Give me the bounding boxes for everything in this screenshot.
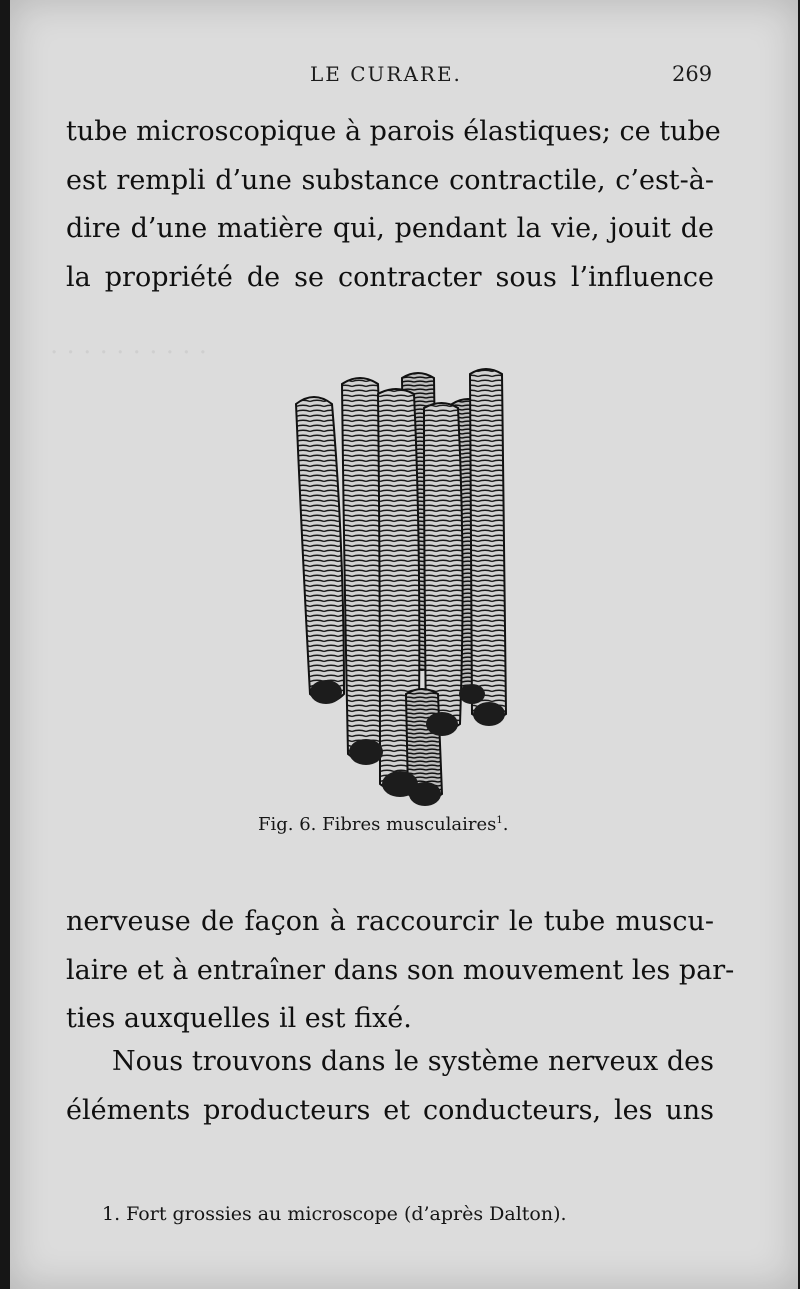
footnote-reference: 1: [496, 815, 503, 826]
show-through-text: . . . . . . . . . .: [50, 330, 208, 360]
caption-text: Fig. 6. Fibres musculaires: [258, 814, 497, 835]
text-line: tube microscopique à parois élastiques; ce tube: [66, 116, 721, 147]
text-line: nerveuse de façon à raccourcir le tube muscu-: [66, 906, 714, 937]
figure-caption: [258, 814, 509, 835]
book-page: [10, 0, 798, 1289]
text-line: ties auxquelles il est fixé.: [66, 1003, 412, 1034]
text-line: dire d’une matière qui, pendant la vie, jouit de: [66, 213, 714, 244]
paragraph-2: [66, 898, 735, 1044]
text-line: la propriété de se contracter sous l’influence: [66, 261, 714, 293]
page-number: 269: [672, 62, 713, 86]
caption-period: .: [502, 814, 509, 835]
text-line: est rempli d’une substance contractile, c’est-à-: [66, 164, 714, 196]
text-line: laire et à entraîner dans son mouvement les par-: [66, 954, 735, 986]
paragraph-3: [66, 1038, 714, 1135]
running-title: LE CURARE.: [310, 62, 462, 86]
running-head: [10, 62, 798, 92]
text-line: Nous trouvons dans le système nerveux des: [112, 1046, 714, 1077]
text-line: éléments producteurs et conducteurs, les uns: [66, 1094, 714, 1126]
footnote: 1. Fort grossies au microscope (d’après Dalton).: [102, 1203, 567, 1225]
paragraph-1: [66, 108, 721, 302]
muscle-fibres-illustration: [282, 364, 514, 808]
